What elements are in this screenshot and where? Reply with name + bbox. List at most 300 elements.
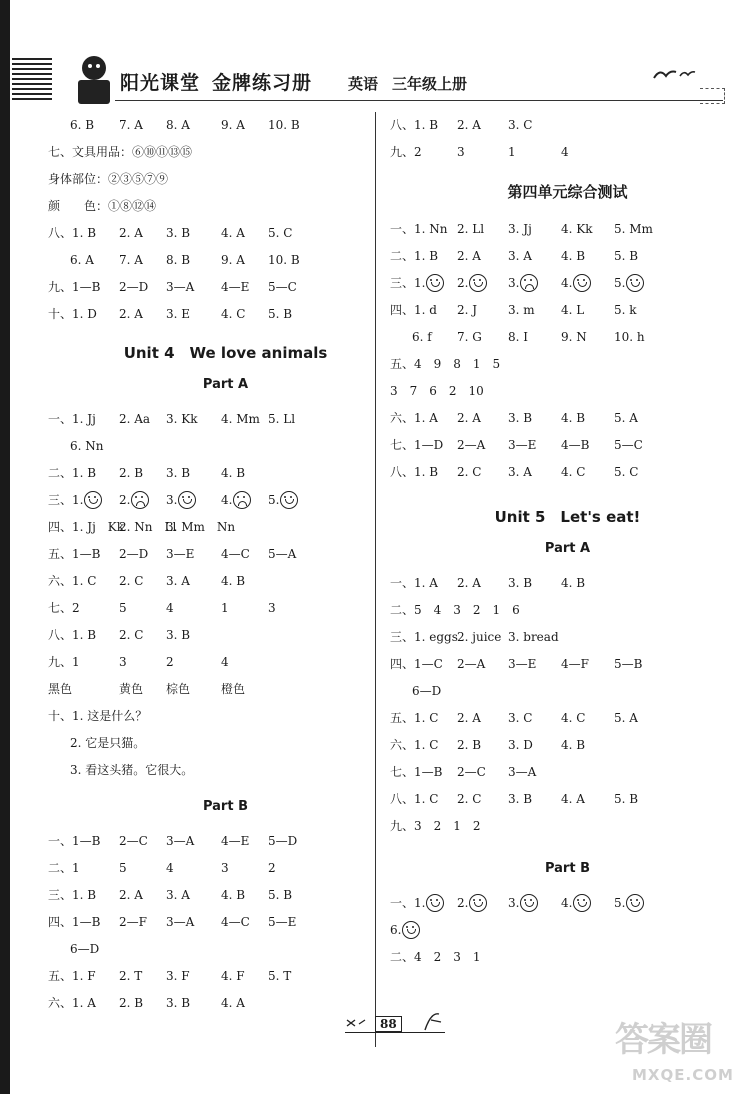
answer-item bbox=[166, 882, 190, 909]
answer-item bbox=[561, 890, 591, 917]
smiley-face-icon bbox=[402, 921, 420, 939]
answer-item bbox=[119, 568, 143, 595]
unit5-part-b-heading: Part B bbox=[544, 861, 590, 876]
answer-line bbox=[390, 678, 745, 705]
answer-text: 3. bbox=[508, 276, 520, 290]
answer-item bbox=[561, 459, 585, 486]
unit4-part-a-answers bbox=[48, 406, 403, 784]
answer-text: 2. juice bbox=[457, 630, 502, 644]
answer-item bbox=[390, 270, 444, 297]
answer-item bbox=[508, 297, 535, 324]
answer-item bbox=[457, 270, 487, 297]
answer-item bbox=[221, 568, 245, 595]
unit5-part-a-heading: Part A bbox=[544, 541, 591, 556]
answer-item bbox=[70, 757, 193, 784]
answer-text: 七、1—D bbox=[390, 438, 444, 452]
answer-item bbox=[166, 112, 190, 139]
answer-item bbox=[457, 732, 481, 759]
answer-text: 2—C bbox=[457, 765, 486, 779]
answer-item bbox=[48, 909, 100, 936]
answer-text: 3. bbox=[508, 896, 520, 910]
answer-text: 4. B bbox=[561, 411, 586, 425]
answer-text: 4. C bbox=[561, 711, 586, 725]
sad-face-icon bbox=[233, 491, 251, 509]
answer-text: 二、1. B bbox=[48, 466, 97, 480]
answer-text: 3—E bbox=[166, 547, 195, 561]
answer-text: 5 bbox=[119, 601, 127, 615]
answer-item bbox=[268, 112, 300, 139]
answer-item bbox=[48, 139, 192, 166]
answer-text: 棕色 bbox=[166, 682, 191, 696]
answer-item bbox=[119, 882, 143, 909]
answer-item bbox=[561, 570, 585, 597]
answer-item bbox=[508, 570, 532, 597]
answer-item bbox=[457, 759, 486, 786]
answer-line bbox=[48, 676, 403, 703]
answer-text: 七、1—B bbox=[390, 765, 443, 779]
watermark-text-url: MXQE.COM bbox=[632, 1066, 734, 1084]
answer-text: 4. B bbox=[561, 249, 586, 263]
unit4-heading: Unit 4 We love animals bbox=[123, 344, 328, 362]
answer-item bbox=[166, 649, 174, 676]
answer-text: 5. A bbox=[614, 711, 638, 725]
answer-item bbox=[614, 324, 645, 351]
answer-text: 二、1. B bbox=[390, 249, 439, 263]
answer-line bbox=[48, 568, 403, 595]
answer-text: 3—A bbox=[508, 765, 537, 779]
answer-item bbox=[561, 297, 584, 324]
answer-text: 2—A bbox=[457, 657, 486, 671]
answer-item bbox=[119, 990, 143, 1017]
answer-line bbox=[390, 624, 745, 651]
answer-item bbox=[614, 890, 644, 917]
answer-item bbox=[561, 243, 585, 270]
answer-item bbox=[166, 568, 190, 595]
answer-line bbox=[48, 193, 403, 220]
answer-text: 3 7 6 2 10 bbox=[390, 384, 484, 398]
answer-line bbox=[48, 247, 403, 274]
answer-text: 5. C bbox=[614, 465, 639, 479]
answer-text: 八、1. B bbox=[390, 465, 439, 479]
answer-item bbox=[119, 406, 150, 433]
answer-item bbox=[48, 703, 147, 730]
answer-text: 2. bbox=[457, 896, 469, 910]
answer-item bbox=[614, 216, 653, 243]
answer-item bbox=[166, 406, 198, 433]
answer-item bbox=[268, 406, 295, 433]
answer-text: 二、4 2 3 1 bbox=[390, 950, 481, 964]
unit4-test-heading: 第四单元综合测试 bbox=[507, 183, 628, 201]
smiley-face-icon bbox=[520, 894, 538, 912]
answer-item bbox=[561, 216, 593, 243]
answer-item bbox=[166, 220, 190, 247]
answer-item bbox=[614, 270, 644, 297]
answer-item bbox=[48, 514, 124, 541]
answer-text: 3. C bbox=[508, 118, 533, 132]
answer-text: 2. B bbox=[119, 466, 144, 480]
left-top-answers bbox=[48, 112, 403, 328]
answer-line bbox=[48, 301, 403, 328]
answer-item bbox=[48, 487, 102, 514]
answer-text: 5. B bbox=[268, 888, 293, 902]
answer-line bbox=[390, 243, 745, 270]
answer-text: 橙色 bbox=[221, 682, 246, 696]
answer-item bbox=[48, 649, 80, 676]
answer-item bbox=[457, 139, 465, 166]
answer-text: 五、1. F bbox=[48, 969, 96, 983]
answer-line bbox=[390, 378, 745, 405]
answer-text: 2 bbox=[166, 655, 174, 669]
answer-text: 6. f bbox=[412, 330, 432, 344]
answer-text: 2—F bbox=[119, 915, 147, 929]
answer-item bbox=[457, 216, 484, 243]
answer-text: 10. h bbox=[614, 330, 645, 344]
answer-text: 2. C bbox=[119, 628, 144, 642]
answer-text: 3. B bbox=[508, 576, 533, 590]
smiley-face-icon bbox=[178, 491, 196, 509]
answer-item bbox=[166, 855, 174, 882]
answer-item bbox=[48, 220, 96, 247]
answer-text: 六、1. C bbox=[48, 574, 97, 588]
answer-line bbox=[48, 649, 403, 676]
answer-item bbox=[614, 459, 638, 486]
answer-text: 颜 色：①⑧⑫⑭ bbox=[48, 199, 157, 213]
answer-text: 5. Ll bbox=[268, 412, 296, 426]
answer-text: 10. B bbox=[268, 118, 300, 132]
answer-text: 2. C bbox=[457, 465, 482, 479]
answer-item bbox=[390, 732, 438, 759]
answer-item bbox=[221, 828, 249, 855]
page-edge-bar bbox=[0, 0, 10, 1094]
answer-item bbox=[166, 247, 190, 274]
answer-item bbox=[614, 432, 643, 459]
answer-line bbox=[390, 732, 745, 759]
answer-text: 2—D bbox=[119, 547, 149, 561]
answer-item bbox=[48, 855, 80, 882]
answer-text: 4. B bbox=[561, 576, 586, 590]
answer-text: 3. Jj bbox=[508, 222, 532, 236]
answer-line bbox=[48, 622, 403, 649]
answer-line bbox=[390, 813, 745, 840]
answer-item bbox=[268, 220, 292, 247]
answer-item bbox=[268, 541, 296, 568]
subject-label: 英语 bbox=[348, 75, 379, 93]
answer-line bbox=[390, 890, 745, 917]
answer-line bbox=[48, 406, 403, 433]
unit4-test-answers bbox=[390, 216, 745, 486]
unit4-part-b-answers bbox=[48, 828, 403, 1017]
answer-item bbox=[268, 274, 297, 301]
answer-item bbox=[390, 378, 484, 405]
answer-text: 3. Kk bbox=[166, 412, 198, 426]
answer-item bbox=[119, 855, 127, 882]
answer-item bbox=[48, 676, 72, 703]
answer-item bbox=[221, 112, 245, 139]
answer-text: 六、1. A bbox=[48, 996, 96, 1010]
answer-text: 2—D bbox=[119, 280, 149, 294]
answer-line bbox=[390, 759, 745, 786]
answer-item bbox=[119, 301, 143, 328]
answer-text: 3. F bbox=[166, 969, 190, 983]
answer-item bbox=[457, 405, 481, 432]
answer-item bbox=[221, 247, 245, 274]
answer-text: 黑色 bbox=[48, 682, 73, 696]
answer-item bbox=[166, 274, 194, 301]
answer-item bbox=[221, 274, 249, 301]
answer-text: 七、文具用品：⑥⑩⑪⑬⑮ bbox=[48, 145, 193, 159]
answer-text: 十、1. D bbox=[48, 307, 97, 321]
answer-line bbox=[390, 570, 745, 597]
answer-item bbox=[390, 944, 481, 971]
answer-item bbox=[390, 813, 481, 840]
answer-text: 4. A bbox=[221, 996, 245, 1010]
answer-item bbox=[457, 432, 485, 459]
answer-text: 2. A bbox=[119, 226, 143, 240]
answer-item bbox=[221, 595, 229, 622]
answer-text: 三、1. eggs bbox=[390, 630, 458, 644]
answer-text: 3. Mm Nn bbox=[166, 520, 236, 534]
answer-line bbox=[390, 405, 745, 432]
answer-item bbox=[119, 595, 127, 622]
answer-item bbox=[390, 786, 438, 813]
answer-item bbox=[457, 297, 477, 324]
answer-item bbox=[390, 112, 438, 139]
answer-text: 四、1—B bbox=[48, 915, 101, 929]
answer-item bbox=[166, 595, 174, 622]
answer-text: 十、1. 这是什么？ bbox=[48, 709, 148, 723]
answer-item bbox=[221, 909, 250, 936]
answer-item bbox=[119, 541, 148, 568]
answer-item bbox=[561, 139, 569, 166]
answer-text: 3. E bbox=[166, 307, 191, 321]
answer-item bbox=[508, 759, 536, 786]
answer-text: 4—B bbox=[561, 438, 590, 452]
answer-text: 4. C bbox=[561, 465, 586, 479]
answer-item bbox=[119, 220, 143, 247]
smiley-face-icon bbox=[469, 274, 487, 292]
answer-text: 五、1. C bbox=[390, 711, 439, 725]
watermark-logo bbox=[610, 1010, 750, 1090]
smiley-face-icon bbox=[280, 491, 298, 509]
answer-line bbox=[48, 487, 403, 514]
answer-item bbox=[390, 570, 438, 597]
answer-item bbox=[561, 732, 585, 759]
answer-text: 3—E bbox=[508, 657, 537, 671]
answer-item bbox=[268, 855, 276, 882]
answer-item bbox=[390, 432, 443, 459]
answer-text: 五、1—B bbox=[48, 547, 101, 561]
answer-item bbox=[268, 595, 276, 622]
answer-item bbox=[268, 909, 296, 936]
answer-line bbox=[390, 112, 745, 139]
answer-item bbox=[70, 112, 94, 139]
answer-item bbox=[221, 541, 250, 568]
answer-text: 2. Aa bbox=[119, 412, 151, 426]
smiley-face-icon bbox=[84, 491, 102, 509]
answer-text: 5. bbox=[614, 896, 626, 910]
answer-item bbox=[166, 622, 190, 649]
answer-item bbox=[221, 963, 245, 990]
answer-line bbox=[390, 786, 745, 813]
answer-text: 4 bbox=[166, 861, 174, 875]
answer-item bbox=[48, 541, 100, 568]
answer-line bbox=[390, 270, 745, 297]
answer-text: 4 bbox=[166, 601, 174, 615]
answer-item bbox=[221, 460, 245, 487]
answer-text: 4—E bbox=[221, 280, 250, 294]
answer-text: 2—A bbox=[457, 438, 486, 452]
answer-text: 3. B bbox=[166, 996, 191, 1010]
answer-text: 6—D bbox=[412, 684, 442, 698]
answer-text: 二、1 bbox=[48, 861, 80, 875]
answer-item bbox=[166, 460, 190, 487]
answer-item bbox=[390, 216, 448, 243]
answer-text: 3. A bbox=[166, 888, 190, 902]
answer-line bbox=[48, 541, 403, 568]
answer-text: 5—C bbox=[614, 438, 643, 452]
answer-line bbox=[390, 459, 745, 486]
answer-text: 一、1—B bbox=[48, 834, 101, 848]
answer-item bbox=[48, 568, 96, 595]
answer-item bbox=[390, 139, 422, 166]
answer-text: 5. A bbox=[614, 411, 638, 425]
answer-text: 2. A bbox=[457, 249, 481, 263]
answer-item bbox=[508, 459, 532, 486]
answer-item bbox=[508, 651, 536, 678]
answer-item bbox=[268, 882, 292, 909]
answer-item bbox=[119, 247, 143, 274]
answer-item bbox=[70, 730, 145, 757]
answer-item bbox=[508, 216, 532, 243]
answer-line bbox=[48, 595, 403, 622]
answer-line bbox=[48, 460, 403, 487]
answer-item bbox=[48, 990, 96, 1017]
answer-item bbox=[390, 917, 420, 944]
answer-line bbox=[390, 597, 745, 624]
answer-item bbox=[119, 676, 143, 703]
answer-line bbox=[390, 917, 745, 944]
answer-item bbox=[614, 651, 642, 678]
answer-text: 三、1. bbox=[390, 276, 426, 290]
answer-item bbox=[508, 243, 532, 270]
book-title-part-a: 阳光课堂 bbox=[120, 72, 201, 94]
page-header bbox=[10, 40, 720, 110]
answer-item bbox=[508, 112, 532, 139]
answer-item bbox=[614, 243, 638, 270]
answer-item bbox=[390, 651, 443, 678]
answer-text: 3. B bbox=[166, 628, 191, 642]
answer-item bbox=[166, 909, 194, 936]
answer-item bbox=[614, 297, 637, 324]
answer-text: 5—B bbox=[614, 657, 643, 671]
answer-line bbox=[390, 297, 745, 324]
answer-text: 6. B bbox=[70, 118, 95, 132]
answer-item bbox=[561, 786, 585, 813]
answer-line bbox=[48, 909, 403, 936]
watermark-text-main: 答案圈 bbox=[615, 1020, 711, 1060]
answer-item bbox=[119, 963, 142, 990]
answer-text: 4. A bbox=[221, 226, 245, 240]
answer-text: 2. 它是只猫。 bbox=[70, 736, 146, 750]
answer-item bbox=[561, 324, 587, 351]
answer-text: 9. A bbox=[221, 253, 245, 267]
answer-text: 八、1. B bbox=[48, 628, 97, 642]
answer-line bbox=[390, 324, 745, 351]
header-dotted-frame bbox=[700, 88, 725, 104]
answer-item bbox=[561, 270, 591, 297]
answer-line bbox=[48, 963, 403, 990]
answer-item bbox=[508, 324, 528, 351]
book-title bbox=[120, 68, 312, 95]
smiley-face-icon bbox=[573, 274, 591, 292]
answer-text: 七、2 bbox=[48, 601, 80, 615]
answer-item bbox=[221, 406, 260, 433]
answer-text: 2. C bbox=[457, 792, 482, 806]
answer-item bbox=[221, 301, 245, 328]
answer-text: 2. bbox=[457, 276, 469, 290]
answer-text: 4—C bbox=[221, 915, 250, 929]
book-subject bbox=[348, 73, 467, 94]
answer-item bbox=[508, 270, 538, 297]
answer-text: 一、1. bbox=[390, 896, 426, 910]
answer-text: 6—D bbox=[70, 942, 100, 956]
book-title-part-b: 金牌练习册 bbox=[212, 72, 313, 94]
smiley-face-icon bbox=[573, 894, 591, 912]
answer-item bbox=[119, 460, 143, 487]
answer-line bbox=[390, 944, 745, 971]
answer-text: 3. A bbox=[166, 574, 190, 588]
answer-text: 五、4 9 8 1 5 bbox=[390, 357, 501, 371]
answer-item bbox=[268, 828, 297, 855]
answer-item bbox=[508, 624, 559, 651]
answer-text: 3. B bbox=[508, 411, 533, 425]
answer-text: 四、1—C bbox=[390, 657, 443, 671]
answer-line bbox=[48, 514, 403, 541]
answer-text: 1 bbox=[508, 145, 516, 159]
answer-text: 3. 看这头猪。它很大。 bbox=[70, 763, 194, 777]
answer-item bbox=[508, 786, 532, 813]
answer-text: 八、1. C bbox=[390, 792, 439, 806]
answer-item bbox=[119, 274, 148, 301]
answer-item bbox=[70, 936, 99, 963]
answer-item bbox=[561, 432, 589, 459]
answer-item bbox=[166, 676, 190, 703]
answer-text: 2—C bbox=[119, 834, 148, 848]
answer-text: 三、1. B bbox=[48, 888, 97, 902]
answer-item bbox=[508, 432, 536, 459]
answer-text: 6. Nn bbox=[70, 439, 104, 453]
answer-text: 10. B bbox=[268, 253, 300, 267]
answer-item bbox=[508, 139, 516, 166]
answer-text: 7. G bbox=[457, 330, 482, 344]
answer-text: 4. L bbox=[561, 303, 585, 317]
answer-text: 九、1 bbox=[48, 655, 80, 669]
answer-item bbox=[457, 570, 481, 597]
answer-text: 身体部位：②③⑤⑦⑨ bbox=[48, 172, 169, 186]
answer-text: 4. bbox=[221, 493, 233, 507]
answer-text: 5. k bbox=[614, 303, 637, 317]
answer-line bbox=[390, 432, 745, 459]
answer-text: 2. C bbox=[119, 574, 144, 588]
answer-text: 3. B bbox=[508, 792, 533, 806]
answer-item bbox=[457, 624, 501, 651]
answer-text: 八、1. B bbox=[48, 226, 97, 240]
answer-item bbox=[48, 595, 80, 622]
answer-item bbox=[390, 351, 500, 378]
answer-item bbox=[561, 705, 585, 732]
smiley-face-icon bbox=[469, 894, 487, 912]
answer-text: 3. A bbox=[508, 465, 532, 479]
